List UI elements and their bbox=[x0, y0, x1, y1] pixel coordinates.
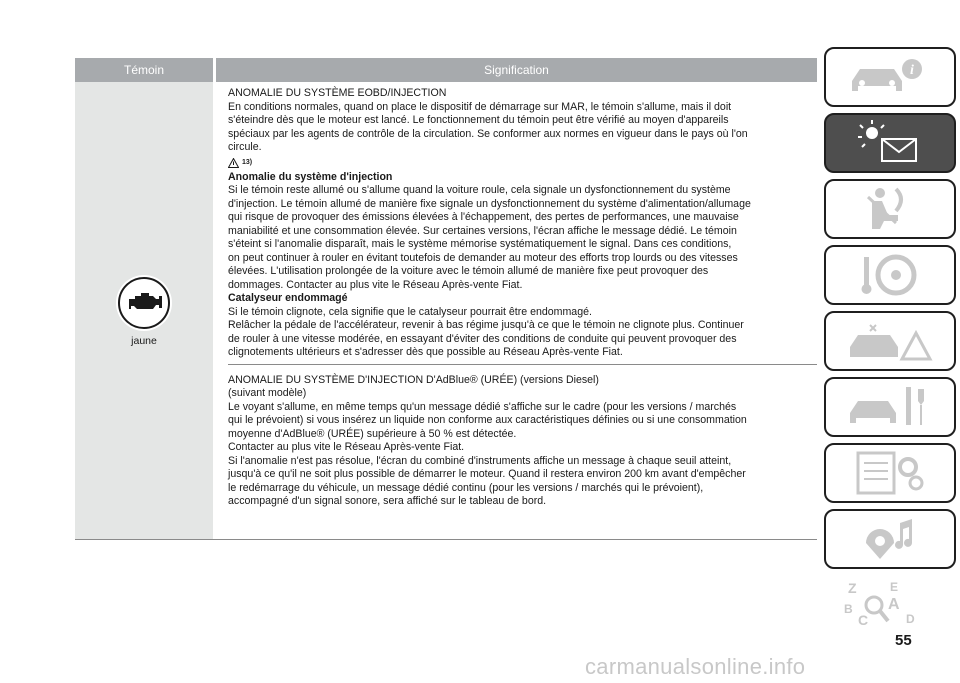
index-letter: E bbox=[890, 580, 899, 594]
adblue-line: jusqu'à ce qu'il ne soit plus possible de démarrer le moteur. Quand il restera environ 200 km avant d'empêcher bbox=[228, 468, 746, 480]
engine-warning-icon bbox=[116, 275, 172, 331]
key-steering-icon bbox=[840, 249, 940, 301]
alphabet-index-icon bbox=[840, 579, 940, 631]
index-letter: C bbox=[858, 612, 869, 628]
heading-catalyseur: Catalyseur endommagé bbox=[228, 292, 348, 304]
adblue-line: (suivant modèle) bbox=[228, 387, 307, 399]
page-number: 55 bbox=[895, 632, 912, 649]
tab-safety[interactable] bbox=[824, 179, 956, 239]
adblue-title: ANOMALIE DU SYSTÈME D'INJECTION D'AdBlue® (URÉE) (versions Diesel) bbox=[228, 373, 599, 386]
adblue-line: Le voyant s'allume, en même temps qu'un message dédié s'affiche sur le cadre (pour les versions / marchés bbox=[228, 400, 737, 413]
car-emergency-icon bbox=[840, 315, 940, 367]
eobd-block bbox=[216, 82, 817, 360]
adblue-line: accompagné d'un signal sonore, sera affiché sur le tableau de bord. bbox=[228, 495, 547, 507]
table-bottom-border bbox=[75, 539, 817, 540]
injection-line: élevées. L'utilisation prolongée de la voiture avec le témoin allumé de manière fixe peut provoquer des bbox=[228, 265, 709, 277]
index-letter: D bbox=[906, 612, 915, 626]
signification-cell bbox=[216, 82, 817, 540]
adblue-block bbox=[216, 365, 817, 509]
catalyseur-line: Relâcher la pédale de l'accélérateur, revenir à bas régime jusqu'à ce que le témoin ne clignote plus. Continuer bbox=[228, 319, 744, 331]
car-maintenance-icon bbox=[840, 381, 940, 433]
warning-reference bbox=[228, 155, 817, 171]
tab-car-info[interactable] bbox=[824, 47, 956, 107]
table-row bbox=[75, 82, 817, 540]
warning-light-message-icon bbox=[840, 117, 940, 169]
index-letter: Z bbox=[848, 580, 857, 596]
tab-technical-data[interactable] bbox=[824, 443, 956, 503]
eobd-title: ANOMALIE DU SYSTÈME EOBD/INJECTION bbox=[228, 87, 447, 99]
header-temoin: Témoin bbox=[75, 58, 213, 82]
injection-line: s'éteint si l'anomalie disparaît, mais le système mémorise systématiquement le signal. Dans ces conditions, bbox=[228, 238, 732, 250]
adblue-line: moyenne d'AdBlue® (URÉE) supérieure à 50 % est détectée. bbox=[228, 427, 517, 440]
warning-ref-number: 13) bbox=[242, 158, 253, 166]
injection-line: on peut continuer à rouler en évitant toutefois de demander au moteur des efforts trop lourds ou des vitesses bbox=[228, 251, 738, 264]
catalyseur-line: de rouler à une vitesse modérée, en essayant d'éviter des conditions de conduite qui peuvent provoquer des bbox=[228, 332, 737, 345]
tab-emergency[interactable] bbox=[824, 311, 956, 371]
svg-text:i: i bbox=[910, 63, 914, 78]
adblue-line: Si l'anomalie n'est pas résolue, l'écran du combiné d'instruments affiche un message à chaque seuil atteint, bbox=[228, 454, 732, 467]
index-letter: A bbox=[888, 596, 900, 613]
catalyseur-line: clignotements ultérieurs et s'adresser dès que possible au Réseau Après-vente Fiat. bbox=[228, 346, 623, 358]
chapter-sidebar bbox=[824, 47, 958, 641]
heading-injection: Anomalie du système d'injection bbox=[228, 170, 393, 183]
warning-light-table bbox=[75, 58, 817, 540]
injection-line: Si le témoin reste allumé ou s'allume quand la voiture roule, cela signale un dysfonctionnement du système bbox=[228, 184, 731, 196]
temoin-color-label: jaune bbox=[131, 335, 157, 347]
eobd-line: circule. bbox=[228, 141, 262, 153]
injection-line: qui risque de provoquer des émissions élevées à l'échappement, des pertes de performances, une mauvaise bbox=[228, 211, 739, 223]
temoin-cell bbox=[75, 82, 213, 540]
tab-starting-driving[interactable] bbox=[824, 245, 956, 305]
warning-triangle-icon bbox=[228, 158, 239, 168]
injection-line: dommages. Contacter au plus vite le Réseau Après-vente Fiat. bbox=[228, 278, 523, 291]
tab-maintenance[interactable] bbox=[824, 377, 956, 437]
adblue-line: qui le prévoient) si vous insérez un liquide non conforme aux caractéristiques définies ou si une consommation bbox=[228, 414, 747, 426]
index-letter: B bbox=[844, 602, 853, 616]
multimedia-icon bbox=[840, 513, 940, 565]
watermark: carmanualsonline.info bbox=[585, 654, 806, 679]
seat-airbag-icon bbox=[840, 183, 940, 235]
catalyseur-line: Si le témoin clignote, cela signifie que le catalyseur pourrait être endommagé. bbox=[228, 305, 592, 318]
car-info-icon bbox=[840, 51, 940, 103]
adblue-line: le redémarrage du véhicule, un message dédié continu (pour les versions / marchés qui le prévoient), bbox=[228, 481, 704, 494]
header-signification: Signification bbox=[216, 58, 817, 82]
eobd-line: En conditions normales, quand on place le dispositif de démarrage sur MAR, le témoin s'allume, mais il doit bbox=[228, 100, 732, 113]
spec-sheet-icon bbox=[840, 447, 940, 499]
injection-line: d'injection. Le témoin allumé de manière fixe signale un dysfonctionnement du système d'alimentation/allumage bbox=[228, 197, 751, 210]
tab-index[interactable] bbox=[824, 575, 956, 635]
injection-line: maniabilité et une consommation élevée. Sur certaines versions, l'écran affiche le message dédié. Le témoin bbox=[228, 224, 737, 237]
eobd-line: s'éteindre dès que le moteur est lancé. Le fonctionnement du témoin peut être vérifié au moyen d'appareils bbox=[228, 114, 729, 126]
table-header bbox=[75, 58, 817, 82]
tab-multimedia[interactable] bbox=[824, 509, 956, 569]
tab-warning-lights[interactable] bbox=[824, 113, 956, 173]
adblue-line: Contacter au plus vite le Réseau Après-vente Fiat. bbox=[228, 441, 465, 453]
eobd-line: spéciaux par les agents de contrôle de la circulation. Se conformer aux normes en vigueur dans le pays où l'on bbox=[228, 127, 748, 140]
